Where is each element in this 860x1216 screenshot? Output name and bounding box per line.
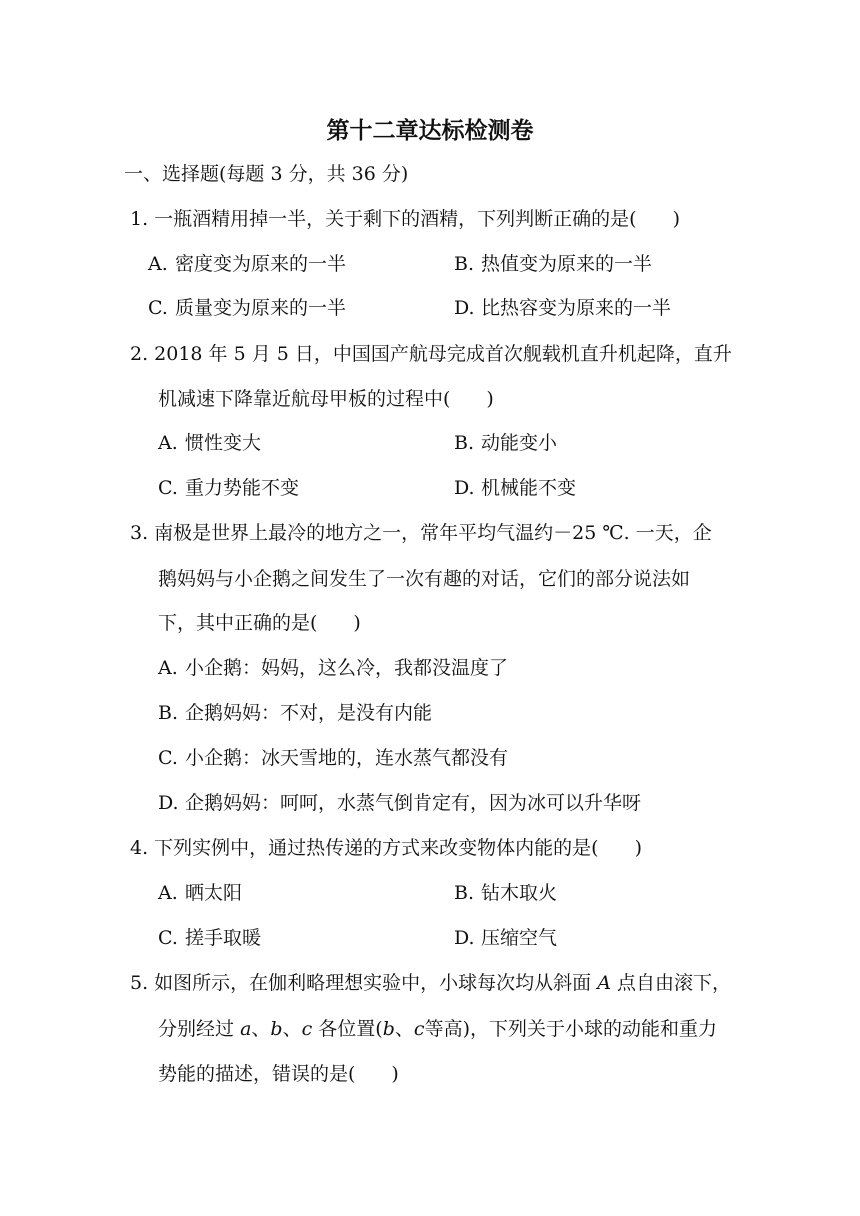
question-4-stem: 4. 下列实例中，通过热传递的方式来改变物体内能的是( ) — [130, 837, 643, 859]
question-1-option-c: C. 质量变为原来的一半 — [148, 297, 347, 319]
question-3-stem-line-2: 鹅妈妈与小企鹅之间发生了一次有趣的对话，它们的部分说法如 — [158, 568, 691, 590]
section-heading: 一、选择题(每题 3 分，共 36 分) — [124, 163, 409, 185]
question-2-stem-line-1: 2. 2018 年 5 月 5 日，中国国产航母完成首次舰载机直升机起降，直升 — [130, 343, 732, 365]
question-5-stem-line-2: 分别经过 a、b、c 各位置(b、c等高)，下列关于小球的动能和重力 — [158, 1018, 717, 1040]
question-1-option-d: D. 比热容变为原来的一半 — [454, 297, 672, 319]
question-1-option-a: A. 密度变为原来的一半 — [148, 253, 347, 275]
question-1-option-b: B. 热值变为原来的一半 — [454, 253, 653, 275]
question-3-option-d: D. 企鹅妈妈：呵呵，水蒸气倒肯定有，因为冰可以升华呀 — [158, 792, 642, 814]
question-2-option-b: B. 动能变小 — [454, 432, 558, 454]
question-2-option-d: D. 机械能不变 — [454, 477, 577, 499]
question-3-option-b: B. 企鹅妈妈：不对，是没有内能 — [158, 702, 433, 724]
question-2-stem-line-2: 机减速下降靠近航母甲板的过程中( ) — [158, 388, 494, 410]
question-3-stem-line-1: 3. 南极是世界上最冷的地方之一，常年平均气温约－25 ℃. 一天，企 — [130, 522, 712, 544]
question-3-option-a: A. 小企鹅：妈妈，这么冷，我都没温度了 — [158, 657, 509, 679]
question-3-option-c: C. 小企鹅：冰天雪地的，连水蒸气都没有 — [158, 747, 509, 769]
question-3-stem-line-3: 下，其中正确的是( ) — [158, 612, 361, 634]
question-2-option-c: C. 重力势能不变 — [158, 477, 300, 499]
question-2-option-a: A. 惯性变大 — [158, 432, 262, 454]
page-title: 第十二章达标检测卷 — [326, 118, 534, 144]
question-5-stem-line-1: 5. 如图所示，在伽利略理想实验中，小球每次均从斜面 A 点自由滚下， — [130, 972, 732, 994]
question-1-stem: 1. 一瓶酒精用掉一半，关于剩下的酒精，下列判断正确的是( ) — [130, 208, 681, 230]
question-4-option-a: A. 晒太阳 — [158, 882, 243, 904]
question-5-stem-line-3: 势能的描述，错误的是( ) — [158, 1063, 399, 1085]
question-4-option-b: B. 钻木取火 — [454, 882, 558, 904]
question-4-option-c: C. 搓手取暖 — [158, 927, 262, 949]
question-4-option-d: D. 压缩空气 — [454, 927, 558, 949]
